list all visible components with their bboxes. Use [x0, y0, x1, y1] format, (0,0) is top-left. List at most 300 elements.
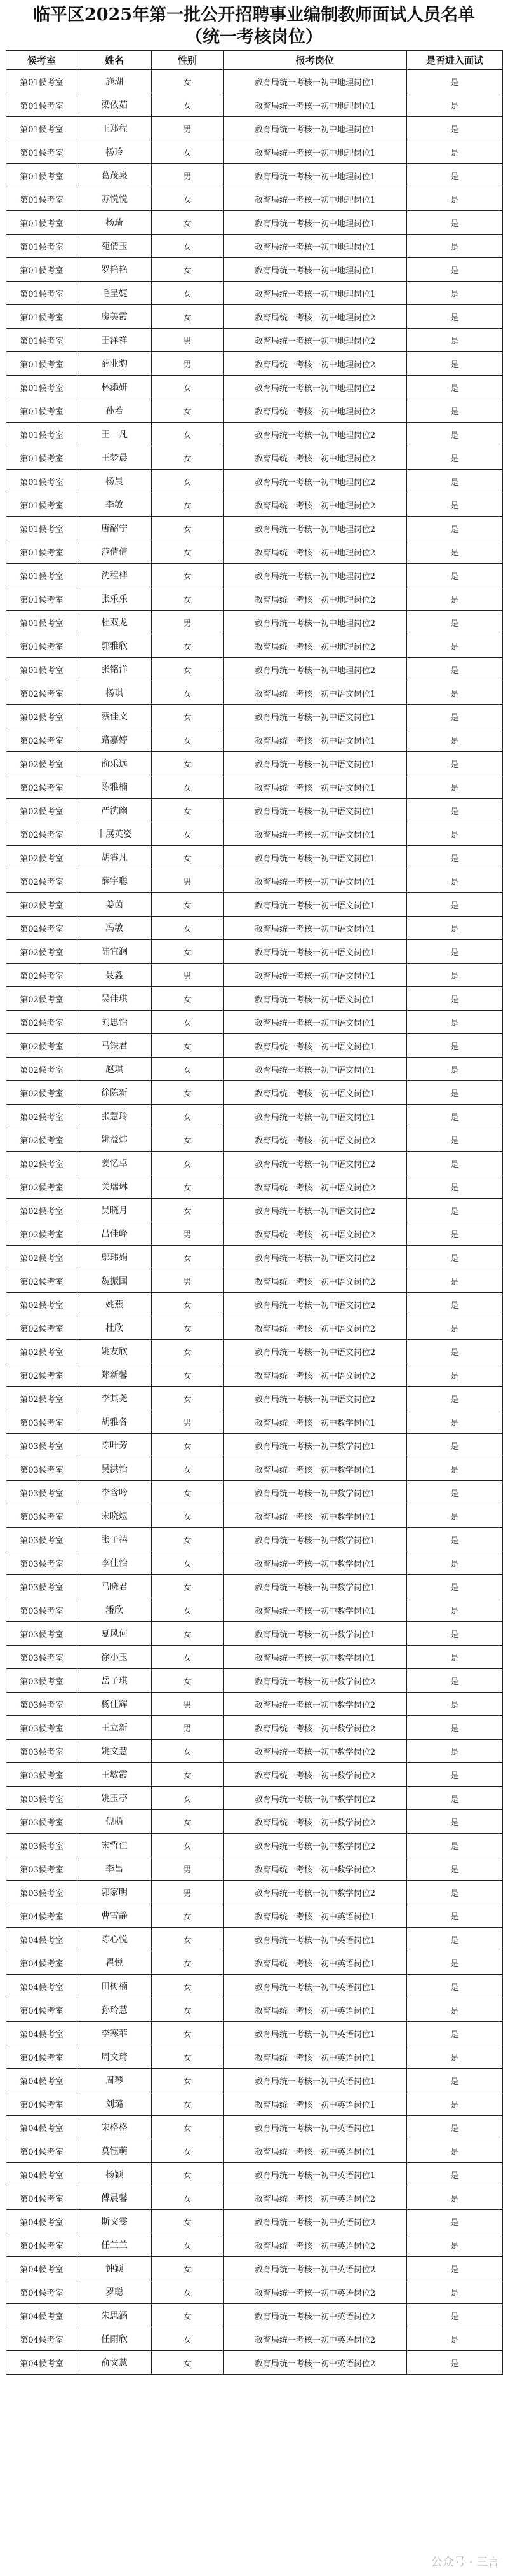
table-row	[6, 1928, 503, 1951]
table-row	[6, 1481, 503, 1504]
gender-cell: 男	[152, 869, 224, 893]
position-cell: 教育局统一考核一初中英语岗位2	[224, 2186, 407, 2210]
position-cell: 教育局统一考核一初中语文岗位2	[224, 1128, 407, 1152]
gender-cell: 女	[152, 187, 224, 211]
position-cell: 教育局统一考核一初中语文岗位2	[224, 1387, 407, 1410]
table-row	[6, 164, 503, 187]
table-row	[6, 1363, 503, 1387]
gender-cell: 女	[152, 2163, 224, 2186]
table-row	[6, 1975, 503, 1998]
table-row	[6, 1669, 503, 1693]
waiting-room-cell: 第02候考室	[6, 1011, 77, 1034]
position-cell: 教育局统一考核一初中数学岗位2	[224, 1834, 407, 1857]
name-cell: 刘璐	[77, 2092, 152, 2116]
table-row	[6, 940, 503, 964]
position-cell: 教育局统一考核一初中英语岗位1	[224, 2163, 407, 2186]
waiting-room-cell: 第01候考室	[6, 211, 77, 235]
table-row	[6, 1457, 503, 1481]
waiting-room-cell: 第03候考室	[6, 1763, 77, 1787]
name-cell: 陈心悦	[77, 1928, 152, 1951]
table-row	[6, 1105, 503, 1128]
interview-status-cell: 是	[407, 1740, 503, 1763]
position-cell: 教育局统一考核一初中数学岗位1	[224, 1551, 407, 1575]
name-cell: 姚友欣	[77, 1340, 152, 1363]
title-line-1: 临平区2025年第一批公开招聘事业编制教师面试人员名单	[32, 5, 476, 25]
waiting-room-cell: 第01候考室	[6, 540, 77, 564]
name-cell: 胡雅各	[77, 1410, 152, 1434]
position-cell: 教育局统一考核一初中地理岗位2	[224, 470, 407, 493]
gender-cell: 女	[152, 211, 224, 235]
table-row	[6, 822, 503, 846]
interview-status-cell: 是	[407, 1363, 503, 1387]
gender-cell: 女	[152, 2233, 224, 2257]
name-cell: 严沈幽	[77, 799, 152, 822]
waiting-room-cell: 第02候考室	[6, 846, 77, 869]
position-cell: 教育局统一考核一初中英语岗位2	[224, 2327, 407, 2351]
table-row	[6, 446, 503, 470]
gender-cell: 男	[152, 1222, 224, 1246]
interview-status-cell: 是	[407, 587, 503, 611]
interview-status-cell: 是	[407, 70, 503, 93]
gender-cell: 男	[152, 1410, 224, 1434]
waiting-room-cell: 第02候考室	[6, 728, 77, 752]
name-cell: 孙若	[77, 399, 152, 423]
waiting-room-cell: 第04候考室	[6, 2163, 77, 2186]
position-cell: 教育局统一考核一初中数学岗位1	[224, 1504, 407, 1528]
position-cell: 教育局统一考核一初中语文岗位1	[224, 869, 407, 893]
position-cell: 教育局统一考核一初中地理岗位1	[224, 93, 407, 117]
gender-cell: 女	[152, 1105, 224, 1128]
name-cell: 郑新馨	[77, 1363, 152, 1387]
table-row	[6, 1551, 503, 1575]
table-row	[6, 187, 503, 211]
gender-cell: 女	[152, 1975, 224, 1998]
interview-status-cell: 是	[407, 93, 503, 117]
table-row	[6, 2257, 503, 2280]
gender-cell: 女	[152, 634, 224, 658]
waiting-room-cell: 第01候考室	[6, 329, 77, 352]
name-cell: 李寒菲	[77, 2022, 152, 2045]
name-cell: 吕佳峰	[77, 1222, 152, 1246]
name-cell: 胡睿凡	[77, 846, 152, 869]
gender-cell: 女	[152, 1598, 224, 1622]
name-cell: 王立新	[77, 1716, 152, 1740]
name-cell: 蔡佳文	[77, 705, 152, 728]
position-cell: 教育局统一考核一初中语文岗位1	[224, 940, 407, 964]
interview-status-cell: 是	[407, 728, 503, 752]
position-cell: 教育局统一考核一初中数学岗位1	[224, 1410, 407, 1434]
waiting-room-cell: 第01候考室	[6, 352, 77, 376]
gender-cell: 女	[152, 423, 224, 446]
position-cell: 教育局统一考核一初中地理岗位2	[224, 329, 407, 352]
waiting-room-cell: 第02候考室	[6, 1363, 77, 1387]
gender-cell: 女	[152, 1904, 224, 1928]
interview-status-cell: 是	[407, 2092, 503, 2116]
gender-cell: 女	[152, 2045, 224, 2069]
gender-cell: 女	[152, 1363, 224, 1387]
position-cell: 教育局统一考核一初中英语岗位2	[224, 2280, 407, 2304]
waiting-room-cell: 第02候考室	[6, 1175, 77, 1199]
header-name: 姓名	[77, 51, 152, 70]
name-cell: 张慧玲	[77, 1105, 152, 1128]
gender-cell: 男	[152, 164, 224, 187]
table-row	[6, 1269, 503, 1293]
waiting-room-cell: 第01候考室	[6, 493, 77, 517]
table-row	[6, 117, 503, 140]
gender-cell: 女	[152, 305, 224, 329]
name-cell: 王敏霞	[77, 1763, 152, 1787]
gender-cell: 女	[152, 658, 224, 681]
waiting-room-cell: 第01候考室	[6, 470, 77, 493]
table-row	[6, 352, 503, 376]
waiting-room-cell: 第02候考室	[6, 1128, 77, 1152]
waiting-room-cell: 第01候考室	[6, 376, 77, 399]
waiting-room-cell: 第01候考室	[6, 517, 77, 540]
gender-cell: 男	[152, 329, 224, 352]
position-cell: 教育局统一考核一初中地理岗位1	[224, 164, 407, 187]
name-cell: 陈叶芳	[77, 1434, 152, 1457]
waiting-room-cell: 第03候考室	[6, 1598, 77, 1622]
position-cell: 教育局统一考核一初中数学岗位2	[224, 1740, 407, 1763]
name-cell: 聂鑫	[77, 964, 152, 987]
table-row	[6, 1951, 503, 1975]
gender-cell: 女	[152, 1763, 224, 1787]
position-cell: 教育局统一考核一初中地理岗位2	[224, 493, 407, 517]
name-cell: 王一凡	[77, 423, 152, 446]
interview-status-cell: 是	[407, 1128, 503, 1152]
interview-status-cell: 是	[407, 2139, 503, 2163]
position-cell: 教育局统一考核一初中语文岗位1	[224, 775, 407, 799]
interview-status-cell: 是	[407, 211, 503, 235]
name-cell: 杜双龙	[77, 611, 152, 634]
table-row	[6, 1504, 503, 1528]
table-row	[6, 1434, 503, 1457]
position-cell: 教育局统一考核一初中地理岗位2	[224, 587, 407, 611]
gender-cell: 男	[152, 611, 224, 634]
waiting-room-cell: 第02候考室	[6, 869, 77, 893]
interview-status-cell: 是	[407, 917, 503, 940]
gender-cell: 女	[152, 2304, 224, 2327]
interview-status-cell: 是	[407, 1199, 503, 1222]
table-row	[6, 987, 503, 1011]
interview-status-cell: 是	[407, 1481, 503, 1504]
waiting-room-cell: 第01候考室	[6, 658, 77, 681]
gender-cell: 女	[152, 1293, 224, 1316]
interview-status-cell: 是	[407, 658, 503, 681]
table-row	[6, 681, 503, 705]
position-cell: 教育局统一考核一初中语文岗位2	[224, 1175, 407, 1199]
gender-cell: 女	[152, 493, 224, 517]
table-row	[6, 1834, 503, 1857]
table-row	[6, 775, 503, 799]
table-row	[6, 1763, 503, 1787]
gender-cell: 男	[152, 1881, 224, 1904]
name-cell: 莫钰萌	[77, 2139, 152, 2163]
waiting-room-cell: 第03候考室	[6, 1410, 77, 1434]
position-cell: 教育局统一考核一初中地理岗位2	[224, 634, 407, 658]
interview-status-cell: 是	[407, 1058, 503, 1081]
gender-cell: 女	[152, 1504, 224, 1528]
waiting-room-cell: 第01候考室	[6, 140, 77, 164]
gender-cell: 女	[152, 1787, 224, 1810]
name-cell: 杨琦	[77, 211, 152, 235]
position-cell: 教育局统一考核一初中语文岗位1	[224, 1011, 407, 1034]
name-cell: 徐陈新	[77, 1081, 152, 1105]
waiting-room-cell: 第01候考室	[6, 187, 77, 211]
table-row	[6, 2069, 503, 2092]
name-cell: 唐韶宁	[77, 517, 152, 540]
waiting-room-cell: 第01候考室	[6, 117, 77, 140]
table-row	[6, 611, 503, 634]
gender-cell: 女	[152, 1058, 224, 1081]
table-row	[6, 1998, 503, 2022]
waiting-room-cell: 第03候考室	[6, 1669, 77, 1693]
table-row	[6, 399, 503, 423]
table-row	[6, 423, 503, 446]
name-cell: 王泽祥	[77, 329, 152, 352]
interview-status-cell: 是	[407, 2210, 503, 2233]
waiting-room-cell: 第03候考室	[6, 1457, 77, 1481]
gender-cell: 女	[152, 235, 224, 258]
position-cell: 教育局统一考核一初中地理岗位2	[224, 446, 407, 470]
table-row	[6, 1034, 503, 1058]
position-cell: 教育局统一考核一初中英语岗位1	[224, 1928, 407, 1951]
waiting-room-cell: 第01候考室	[6, 564, 77, 587]
position-cell: 教育局统一考核一初中数学岗位2	[224, 1881, 407, 1904]
interview-status-cell: 是	[407, 1763, 503, 1787]
table-row	[6, 305, 503, 329]
waiting-room-cell: 第01候考室	[6, 235, 77, 258]
table-row	[6, 235, 503, 258]
gender-cell: 女	[152, 728, 224, 752]
interview-status-cell: 是	[407, 1975, 503, 1998]
gender-cell: 男	[152, 1269, 224, 1293]
name-cell: 葛茂泉	[77, 164, 152, 187]
gender-cell: 男	[152, 1716, 224, 1740]
position-cell: 教育局统一考核一初中地理岗位2	[224, 376, 407, 399]
name-cell: 杨晨	[77, 470, 152, 493]
name-cell: 潘欣	[77, 1598, 152, 1622]
table-row	[6, 1175, 503, 1199]
table-row	[6, 1646, 503, 1669]
waiting-room-cell: 第02候考室	[6, 1199, 77, 1222]
waiting-room-cell: 第01候考室	[6, 634, 77, 658]
table-row	[6, 1598, 503, 1622]
interview-status-cell: 是	[407, 2022, 503, 2045]
interview-status-cell: 是	[407, 1387, 503, 1410]
name-cell: 张子禧	[77, 1528, 152, 1551]
table-header-row	[6, 51, 503, 70]
interview-status-cell: 是	[407, 446, 503, 470]
position-cell: 教育局统一考核一初中语文岗位1	[224, 681, 407, 705]
table-row	[6, 1293, 503, 1316]
position-cell: 教育局统一考核一初中数学岗位2	[224, 1810, 407, 1834]
position-cell: 教育局统一考核一初中地理岗位2	[224, 352, 407, 376]
interview-status-cell: 是	[407, 329, 503, 352]
waiting-room-cell: 第02候考室	[6, 1387, 77, 1410]
waiting-room-cell: 第01候考室	[6, 164, 77, 187]
table-row	[6, 728, 503, 752]
waiting-room-cell: 第02候考室	[6, 1246, 77, 1269]
waiting-room-cell: 第01候考室	[6, 305, 77, 329]
header-waiting-room: 候考室	[6, 51, 77, 70]
position-cell: 教育局统一考核一初中语文岗位2	[224, 1246, 407, 1269]
table-row	[6, 1857, 503, 1881]
interview-status-cell: 是	[407, 1716, 503, 1740]
table-row	[6, 2022, 503, 2045]
name-cell: 田树楠	[77, 1975, 152, 1998]
name-cell: 范倩倩	[77, 540, 152, 564]
position-cell: 教育局统一考核一初中数学岗位1	[224, 1575, 407, 1598]
table-row	[6, 1058, 503, 1081]
position-cell: 教育局统一考核一初中地理岗位1	[224, 211, 407, 235]
position-cell: 教育局统一考核一初中地理岗位2	[224, 611, 407, 634]
interview-status-cell: 是	[407, 1810, 503, 1834]
position-cell: 教育局统一考核一初中英语岗位1	[224, 2139, 407, 2163]
name-cell: 薛宇聪	[77, 869, 152, 893]
interview-status-cell: 是	[407, 1669, 503, 1693]
name-cell: 李含吟	[77, 1481, 152, 1504]
interview-status-cell: 是	[407, 611, 503, 634]
interview-status-cell: 是	[407, 1787, 503, 1810]
table-row	[6, 1410, 503, 1434]
interview-status-cell: 是	[407, 1081, 503, 1105]
name-cell: 李敏	[77, 493, 152, 517]
name-cell: 任兰兰	[77, 2233, 152, 2257]
table-row	[6, 2304, 503, 2327]
interview-status-cell: 是	[407, 164, 503, 187]
table-row	[6, 2092, 503, 2116]
gender-cell: 女	[152, 1575, 224, 1598]
position-cell: 教育局统一考核一初中英语岗位2	[224, 2304, 407, 2327]
gender-cell: 女	[152, 2069, 224, 2092]
waiting-room-cell: 第02候考室	[6, 1340, 77, 1363]
waiting-room-cell: 第03候考室	[6, 1528, 77, 1551]
position-cell: 教育局统一考核一初中语文岗位1	[224, 964, 407, 987]
gender-cell: 男	[152, 352, 224, 376]
gender-cell: 男	[152, 1857, 224, 1881]
interview-status-cell: 是	[407, 2327, 503, 2351]
table-row	[6, 517, 503, 540]
name-cell: 朱思涵	[77, 2304, 152, 2327]
table-row	[6, 1622, 503, 1646]
gender-cell: 女	[152, 1951, 224, 1975]
position-cell: 教育局统一考核一初中语文岗位2	[224, 1340, 407, 1363]
waiting-room-cell: 第04候考室	[6, 1998, 77, 2022]
position-cell: 教育局统一考核一初中数学岗位2	[224, 1693, 407, 1716]
name-cell: 杨琪	[77, 681, 152, 705]
gender-cell: 男	[152, 117, 224, 140]
waiting-room-cell: 第01候考室	[6, 587, 77, 611]
table-row	[6, 564, 503, 587]
position-cell: 教育局统一考核一初中英语岗位1	[224, 2069, 407, 2092]
interview-status-cell: 是	[407, 235, 503, 258]
gender-cell: 女	[152, 1481, 224, 1504]
interview-status-cell: 是	[407, 869, 503, 893]
interview-status-cell: 是	[407, 282, 503, 305]
position-cell: 教育局统一考核一初中语文岗位2	[224, 1222, 407, 1246]
interview-status-cell: 是	[407, 681, 503, 705]
waiting-room-cell: 第02候考室	[6, 681, 77, 705]
table-row	[6, 470, 503, 493]
position-cell: 教育局统一考核一初中语文岗位2	[224, 1363, 407, 1387]
waiting-room-cell: 第02候考室	[6, 1293, 77, 1316]
position-cell: 教育局统一考核一初中英语岗位2	[224, 2210, 407, 2233]
table-row	[6, 258, 503, 282]
interview-status-cell: 是	[407, 964, 503, 987]
waiting-room-cell: 第03候考室	[6, 1575, 77, 1598]
interview-status-cell: 是	[407, 1881, 503, 1904]
interview-status-cell: 是	[407, 1551, 503, 1575]
gender-cell: 女	[152, 446, 224, 470]
interview-status-cell: 是	[407, 705, 503, 728]
waiting-room-cell: 第04候考室	[6, 2257, 77, 2280]
waiting-room-cell: 第03候考室	[6, 1716, 77, 1740]
waiting-room-cell: 第01候考室	[6, 70, 77, 93]
waiting-room-cell: 第03候考室	[6, 1834, 77, 1857]
name-cell: 宋哲佳	[77, 1834, 152, 1857]
waiting-room-cell: 第02候考室	[6, 987, 77, 1011]
position-cell: 教育局统一考核一初中地理岗位1	[224, 140, 407, 164]
interview-status-cell: 是	[407, 1222, 503, 1246]
waiting-room-cell: 第02候考室	[6, 1058, 77, 1081]
gender-cell: 女	[152, 1387, 224, 1410]
gender-cell: 女	[152, 2257, 224, 2280]
position-cell: 教育局统一考核一初中语文岗位1	[224, 917, 407, 940]
gender-cell: 女	[152, 1457, 224, 1481]
gender-cell: 女	[152, 1340, 224, 1363]
gender-cell: 女	[152, 1011, 224, 1034]
position-cell: 教育局统一考核一初中数学岗位1	[224, 1457, 407, 1481]
name-cell: 陈雅楠	[77, 775, 152, 799]
interview-status-cell: 是	[407, 1434, 503, 1457]
gender-cell: 女	[152, 681, 224, 705]
gender-cell: 女	[152, 2139, 224, 2163]
table-row	[6, 211, 503, 235]
name-cell: 廖美霞	[77, 305, 152, 329]
gender-cell: 女	[152, 2116, 224, 2139]
interview-status-cell: 是	[407, 1598, 503, 1622]
gender-cell: 女	[152, 1246, 224, 1269]
table-row	[6, 140, 503, 164]
waiting-room-cell: 第03候考室	[6, 1740, 77, 1763]
interview-status-cell: 是	[407, 1011, 503, 1034]
waiting-room-cell: 第01候考室	[6, 282, 77, 305]
name-cell: 李佳怡	[77, 1551, 152, 1575]
table-row	[6, 917, 503, 940]
waiting-room-cell: 第04候考室	[6, 2022, 77, 2045]
interview-status-cell: 是	[407, 1152, 503, 1175]
interview-status-cell: 是	[407, 1246, 503, 1269]
table-row	[6, 658, 503, 681]
waiting-room-cell: 第02候考室	[6, 1316, 77, 1340]
gender-cell: 女	[152, 2280, 224, 2304]
name-cell: 俞乐远	[77, 752, 152, 775]
table-row	[6, 1881, 503, 1904]
position-cell: 教育局统一考核一初中地理岗位2	[224, 564, 407, 587]
name-cell: 施瑚	[77, 70, 152, 93]
name-cell: 夏风何	[77, 1622, 152, 1646]
waiting-room-cell: 第02候考室	[6, 1222, 77, 1246]
interview-status-cell: 是	[407, 846, 503, 869]
name-cell: 姚玉亭	[77, 1787, 152, 1810]
interview-status-cell: 是	[407, 1528, 503, 1551]
interview-status-cell: 是	[407, 2116, 503, 2139]
table-row	[6, 893, 503, 917]
position-cell: 教育局统一考核一初中地理岗位2	[224, 423, 407, 446]
table-row	[6, 2280, 503, 2304]
waiting-room-cell: 第02候考室	[6, 1269, 77, 1293]
